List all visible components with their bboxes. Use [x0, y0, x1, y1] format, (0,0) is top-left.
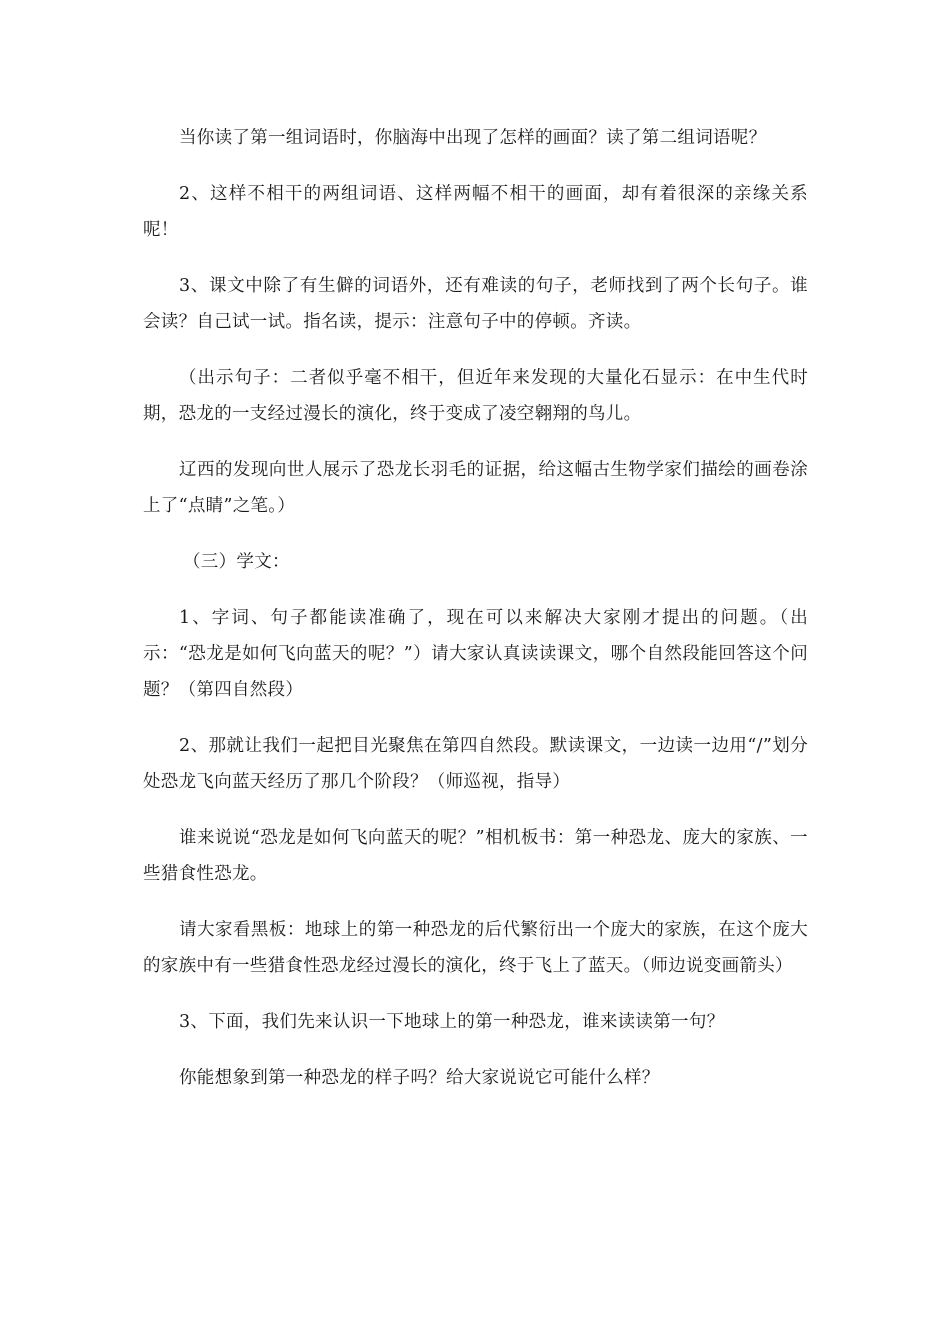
paragraph-intro-question: 当你读了第一组词语时，你脑海中出现了怎样的画面？读了第二组词语呢？: [179, 128, 767, 148]
paragraph-who-says: 谁来说说“恐龙是如何飞向蓝天的呢？”相机板书：第一种恐龙、庞大的家族、一些猎食性恐龙。: [143, 828, 808, 884]
paragraph-study-3: 3、下面，我们先来认识一下地球上的第一种恐龙，谁来读读第一句？: [179, 1012, 725, 1032]
paragraph-item-3: 3、课文中除了有生僻的词语外，还有难读的句子，老师找到了两个长句子。谁会读？自己试一试。指名读，提示：注意句子中的停顿。齐读。: [143, 276, 808, 332]
paragraph-item-2: 2、这样不相干的两组词语、这样两幅不相干的画面，却有着很深的亲缘关系呢！: [143, 184, 808, 240]
section-heading-study-text: （三）学文：: [183, 552, 290, 572]
paragraph-imagine: 你能想象到第一种恐龙的样子吗？给大家说说它可能什么样？: [179, 1068, 660, 1088]
paragraph-study-2: 2、那就让我们一起把目光聚焦在第四自然段。默读课文，一边读一边用“/”划分处恐龙飞向蓝天经历了那几个阶段？（师巡视，指导）: [143, 736, 808, 792]
paragraph-study-1: 1、字词、句子都能读准确了，现在可以来解决大家刚才提出的问题。（出示：“恐龙是如何飞向蓝天的呢？”）请大家认真读读课文，哪个自然段能回答这个问题？（第四自然段）: [143, 608, 808, 700]
paragraph-quote-sentence-1: （出示句子：二者似乎毫不相干，但近年来发现的大量化石显示：在中生代时期，恐龙的一支经过漫长的演化，终于变成了凌空翱翔的鸟儿。: [143, 368, 808, 424]
paragraph-blackboard: 请大家看黑板：地球上的第一种恐龙的后代繁衍出一个庞大的家族，在这个庞大的家族中有一些猎食性恐龙经过漫长的演化，终于飞上了蓝天。（师边说变画箭头）: [143, 920, 808, 976]
paragraph-quote-sentence-2: 辽西的发现向世人展示了恐龙长羽毛的证据，给这幅古生物学家们描绘的画卷涂上了“点睛”之笔。）: [143, 460, 808, 516]
document-page: [143, 120, 808, 1116]
